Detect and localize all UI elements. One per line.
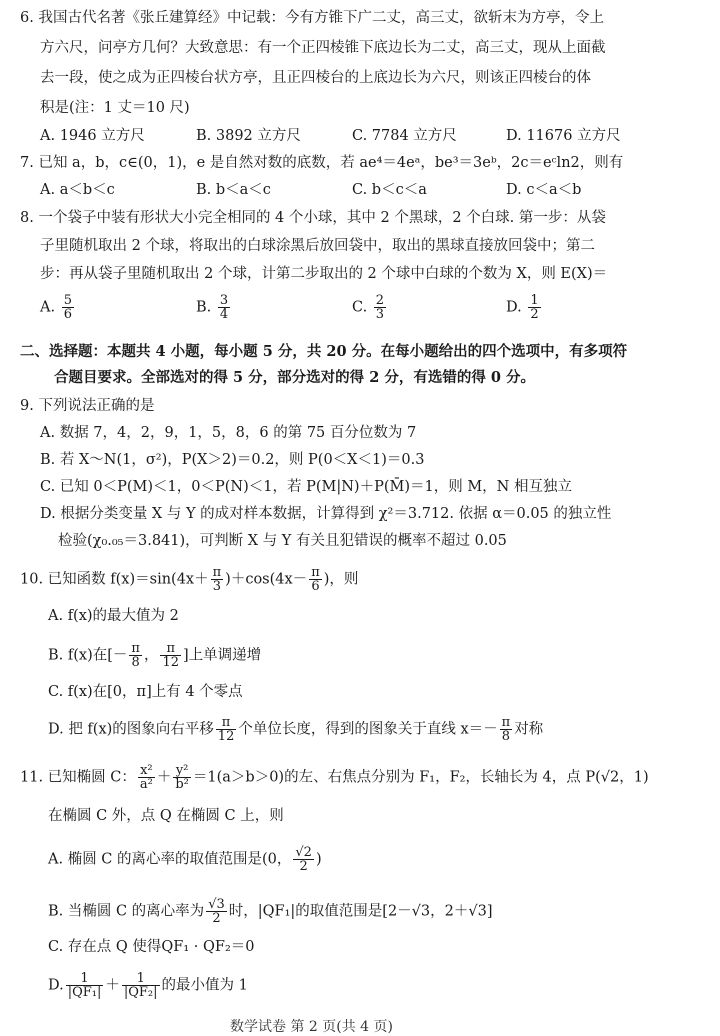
q7-option-c: C. b＜c＜a bbox=[352, 182, 427, 198]
section2-heading-line2: 合题目要求。全部选对的得 5 分，部分选对的得 2 分，有选错的得 0 分。 bbox=[54, 369, 536, 386]
q8-option-d: D. $\frac{1}{2}$ bbox=[506, 293, 539, 322]
q11-option-a: A. 椭圆 C 的离心率的取值范围是(0， $\frac{√2}{2}$ ) bbox=[48, 845, 322, 874]
q10-option-b: B. f(x)在[－ $\frac{\pi}{8}$ ， $\frac{\pi}{12}$ ]上单调递增 bbox=[48, 641, 262, 670]
q7-stem: 7. 已知 a，b，c∈(0，1)，e 是自然对数的底数，若 ae⁴＝4eᵃ，be³＝3eᵇ，2c＝eᶜln2，则有 bbox=[20, 155, 624, 171]
q10-frac-pi-6: $\frac{\pi}{6}$ bbox=[311, 565, 320, 594]
q9-option-d-line2: 检验(χ₀.₀₅＝3.841)，可判断 X 与 Y 有关且犯错误的概率不超过 0.05 bbox=[58, 533, 507, 549]
q6-option-b: B. 3892 立方尺 bbox=[196, 128, 301, 144]
q11-line2: 在椭圆 C 外，点 Q 在椭圆 C 上，则 bbox=[48, 808, 284, 824]
q8-line2: 子里随机取出 2 个球，将取出的白球涂黑后放回袋中，取出的黑球直接放回袋中；第二 bbox=[40, 238, 595, 254]
q9-option-c: C. 已知 0＜P(M)＜1，0＜P(N)＜1，若 P(M|N)＋P(M̄)＝1，则 M，N 相互独立 bbox=[40, 479, 572, 495]
page-footer: 数学试卷 第 2 页(共 4 页) bbox=[230, 1019, 393, 1035]
q10-b-frac-pi-12: $\frac{\pi}{12}$ bbox=[162, 641, 179, 670]
q6-line2: 方六尺，问亭方几何？大致意思：有一个正四棱锥下底边长为二丈，高三丈，现从上面截 bbox=[40, 40, 606, 56]
q8-option-d-fraction: $\frac{1}{2}$ bbox=[530, 293, 539, 322]
q10-option-d: D. 把 f(x)的图象向右平移 $\frac{\pi}{12}$ 个单位长度，得到的图象关于直线 x＝－ $\frac{\pi}{8}$ 对称 bbox=[48, 715, 544, 744]
section2-heading-line1: 二、选择题：本题共 4 小题，每小题 5 分，共 20 分。在每小题给出的四个选项中，有多项符 bbox=[20, 343, 628, 360]
q8-line3: 步：再从袋子里随机取出 2 个球，计第二步取出的 2 个球中白球的个数为 X，则 E(X)＝ bbox=[40, 266, 608, 282]
q8-option-c: C. $\frac{2}{3}$ bbox=[352, 293, 385, 322]
q6-option-a: A. 1946 立方尺 bbox=[40, 128, 145, 144]
q10-stem: 10. 已知函数 f(x)＝sin(4x＋ $\frac{\pi}{3}$ )＋cos(4x－ $\frac{\pi}{6}$ )，则 bbox=[20, 565, 359, 594]
q9-option-a: A. 数据 7，4，2，9，1，5，8，6 的第 75 百分位数为 7 bbox=[40, 425, 417, 441]
q11-stem: 11. 已知椭圆 C： $\frac{\text{x²}}{\text{a²}}$ ＋ $\frac{\text{y²}}{\text{b²}}$ ＝1(a＞b＞0)的左、右焦点分别为 F₁，F₂，长轴长为 4，点 P(√2，1) bbox=[20, 763, 649, 792]
q11-d-frac-1-qf1: $\frac{1}{\text{|QF₁|}}$ bbox=[67, 971, 102, 1000]
q7-option-d: D. c＜a＜b bbox=[506, 182, 582, 198]
q11-b-frac-sqrt3-2: $\frac{√3}{2}$ bbox=[208, 897, 225, 926]
q10-option-a: A. f(x)的最大值为 2 bbox=[48, 608, 179, 624]
q6-option-c: C. 7784 立方尺 bbox=[352, 128, 457, 144]
q11-option-c: C. 存在点 Q 使得QF₁ · QF₂＝0 bbox=[48, 939, 255, 955]
q8-line1: 8. 一个袋子中装有形状大小完全相同的 4 个小球，其中 2 个黑球，2 个白球. 第一步：从袋 bbox=[20, 210, 606, 226]
q11-frac-x2-a2: $\frac{\text{x²}}{\text{a²}}$ bbox=[139, 763, 153, 792]
q8-option-b: B. $\frac{3}{4}$ bbox=[196, 293, 229, 322]
q10-d-frac-pi-12: $\frac{\pi}{12}$ bbox=[217, 715, 235, 744]
q10-d-frac-pi-8: $\frac{\pi}{8}$ bbox=[501, 715, 511, 744]
q11-option-d: D. $\frac{1}{\text{|QF₁|}}$ ＋ $\frac{1}{\text{|QF₂|}}$ 的最小值为 1 bbox=[48, 971, 248, 1000]
q11-option-b: B. 当椭圆 C 的离心率为 $\frac{√3}{2}$ 时，|QF₁|的取值范围是[2－√3，2＋√3] bbox=[48, 897, 493, 926]
q6-option-d: D. 11676 立方尺 bbox=[506, 128, 621, 144]
q11-a-frac-sqrt2-2: $\frac{√2}{2}$ bbox=[295, 845, 312, 874]
q6-line3: 去一段，使之成为正四棱台状方亭，且正四棱台的上底边长为六尺，则该正四棱台的体 bbox=[40, 70, 591, 86]
q9-option-b: B. 若 X～N(1，σ²)，P(X＞2)＝0.2，则 P(0＜X＜1)＝0.3 bbox=[40, 452, 425, 468]
q9-option-d-line1: D. 根据分类变量 X 与 Y 的成对样本数据，计算得到 χ²＝3.712. 依据 α＝0.05 的独立性 bbox=[40, 506, 612, 522]
q6-line4: 积是(注：1 丈＝10 尺) bbox=[40, 100, 190, 116]
q8-option-c-fraction: $\frac{2}{3}$ bbox=[375, 293, 385, 322]
q10-b-frac-pi-8: $\frac{\pi}{8}$ bbox=[131, 641, 140, 670]
q11-d-frac-1-qf2: $\frac{1}{\text{|QF₂|}}$ bbox=[123, 971, 158, 1000]
q9-stem: 9. 下列说法正确的是 bbox=[20, 398, 155, 414]
q11-frac-y2-b2: $\frac{\text{y²}}{\text{b²}}$ bbox=[175, 763, 189, 792]
q7-option-b: B. b＜a＜c bbox=[196, 182, 271, 198]
q10-frac-pi-3: $\frac{\pi}{3}$ bbox=[212, 565, 222, 594]
q8-option-b-fraction: $\frac{3}{4}$ bbox=[219, 293, 229, 322]
q7-option-a: A. a＜b＜c bbox=[40, 182, 115, 198]
q6-line1: 6. 我国古代名著《张丘建算经》中记载：今有方锥下广二丈，高三丈，欲斩末为方亭，令上 bbox=[20, 10, 604, 26]
q8-option-a-fraction: $\frac{5}{6}$ bbox=[63, 293, 72, 322]
q10-option-c: C. f(x)在[0，π]上有 4 个零点 bbox=[48, 684, 243, 700]
q8-option-a: A. $\frac{5}{6}$ bbox=[40, 293, 72, 322]
